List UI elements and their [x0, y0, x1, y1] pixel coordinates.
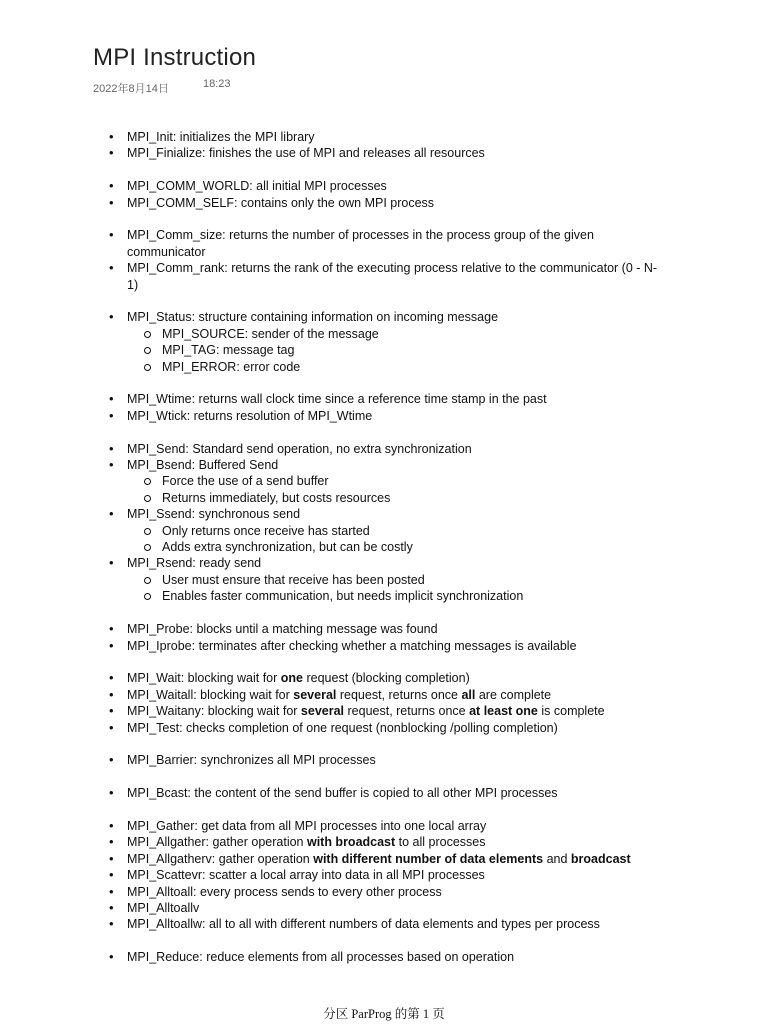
list-item: • MPI_Gather: get data from all MPI processes into one local array — [0, 818, 667, 834]
text-run: to all processes — [395, 835, 486, 850]
bullet-group-reduce — [0, 949, 768, 965]
list-item: • MPI_Bcast: the content of the send buffer is copied to all other MPI processes — [0, 785, 667, 801]
bullet-group-bcast — [0, 785, 768, 801]
list-item — [0, 687, 667, 703]
bold-run: broadcast — [570, 851, 631, 866]
sub-list-item: MPI_SOURCE: sender of the message — [127, 326, 667, 342]
sub-list-item: Force the use of a send buffer — [127, 473, 667, 489]
list-item: • MPI_Finialize: finishes the use of MPI and releases all resources — [0, 145, 667, 161]
bullet-group-init — [0, 129, 768, 162]
list-item: • MPI_Reduce: reduce elements from all processes based on operation — [0, 949, 667, 965]
page-time: 18:23 — [203, 78, 231, 90]
list-item — [0, 555, 667, 604]
sub-list-item: Enables faster communication, but needs implicit synchronization — [127, 588, 667, 604]
list-item — [0, 834, 667, 850]
text-run: MPI_Allgatherv: gather operation — [127, 851, 314, 866]
item-text: MPI_Bsend: Buffered Send — [127, 458, 279, 473]
text-run: MPI_Waitany: blocking wait for — [127, 704, 301, 719]
bold-run: several — [300, 704, 345, 719]
bold-run: with broadcast — [306, 835, 396, 850]
list-item: • MPI_Comm_size: returns the number of processes in the process group of the given communicator — [0, 227, 667, 260]
text-run: are complete — [475, 687, 552, 702]
list-item: • MPI_Alltoallw: all to all with different numbers of data elements and types per process — [0, 916, 667, 932]
list-item: • MPI_Test: checks completion of one request (nonblocking /polling completion) — [0, 720, 667, 736]
list-item: • MPI_Send: Standard send operation, no extra synchronization — [0, 441, 667, 457]
bold-run: at least one — [469, 704, 538, 719]
bullet-group-probe — [0, 621, 768, 654]
bold-run: several — [293, 687, 337, 702]
text-run: MPI_Wait: blocking wait for — [127, 671, 281, 686]
bold-run: one — [280, 671, 303, 686]
sub-list-item: MPI_ERROR: error code — [127, 359, 667, 375]
item-text: MPI_Rsend: ready send — [127, 556, 262, 571]
text-run: and — [543, 851, 571, 866]
list-item: • MPI_COMM_SELF: contains only the own MPI process — [0, 195, 667, 211]
bullet-group-comm — [0, 178, 768, 211]
bullet-group-size-rank — [0, 227, 768, 293]
sub-list — [127, 473, 667, 506]
list-item — [0, 506, 667, 555]
list-item — [0, 851, 667, 867]
text-run: request, returns once — [336, 687, 462, 702]
list-item: • MPI_Iprobe: terminates after checking whether a matching messages is available — [0, 638, 667, 654]
page-title: MPI Instruction — [93, 44, 257, 71]
bold-run: all — [461, 687, 476, 702]
list-item: • MPI_Wtick: returns resolution of MPI_Wtime — [0, 408, 667, 424]
list-item: • MPI_Comm_rank: returns the rank of the executing process relative to the communicator (0 - N-1) — [0, 260, 667, 293]
list-item — [0, 309, 667, 375]
list-item: • MPI_Init: initializes the MPI library — [0, 129, 667, 145]
bullet-group-send — [0, 441, 768, 605]
bullet-group-barrier — [0, 752, 768, 768]
list-item: • MPI_Barrier: synchronizes all MPI processes — [0, 752, 667, 768]
item-text: MPI_Status: structure containing information on incoming message — [127, 310, 499, 325]
sub-list-item: Adds extra synchronization, but can be costly — [127, 539, 667, 555]
text-run: MPI_Allgather: gather operation — [127, 835, 307, 850]
item-text: MPI_Ssend: synchronous send — [127, 507, 301, 522]
page-date: 2022年8月14日 — [93, 83, 169, 95]
text-run: MPI_Waitall: blocking wait for — [127, 687, 294, 702]
page-meta — [93, 78, 231, 96]
list-item: • MPI_Alltoallv — [0, 900, 667, 916]
sub-list — [127, 523, 667, 556]
bold-run: with different number of data elements — [313, 851, 544, 866]
list-item — [0, 703, 667, 719]
list-item: • MPI_Alltoall: every process sends to every other process — [0, 884, 667, 900]
list-item — [0, 457, 667, 506]
bullet-group-status — [0, 309, 768, 375]
text-run: request, returns once — [344, 704, 470, 719]
text-run: is complete — [537, 704, 605, 719]
bullet-group-gather — [0, 818, 768, 933]
sub-list-item: MPI_TAG: message tag — [127, 342, 667, 358]
sub-list-item: User must ensure that receive has been posted — [127, 572, 667, 588]
page-footer: 分区 ParProg 的第 1 页 — [323, 1007, 445, 1021]
bullet-group-wait — [0, 670, 768, 736]
sub-list — [127, 326, 667, 375]
bullet-group-time — [0, 391, 768, 424]
page-content — [0, 129, 768, 966]
sub-list-item: Returns immediately, but costs resources — [127, 490, 667, 506]
list-item: • MPI_Scattevr: scatter a local array into data in all MPI processes — [0, 867, 667, 883]
list-item: • MPI_COMM_WORLD: all initial MPI processes — [0, 178, 667, 194]
sub-list-item: Only returns once receive has started — [127, 523, 667, 539]
list-item: • MPI_Wtime: returns wall clock time since a reference time stamp in the past — [0, 391, 667, 407]
text-run: request (blocking completion) — [303, 671, 470, 686]
list-item — [0, 670, 667, 686]
list-item: • MPI_Probe: blocks until a matching message was found — [0, 621, 667, 637]
sub-list — [127, 572, 667, 605]
